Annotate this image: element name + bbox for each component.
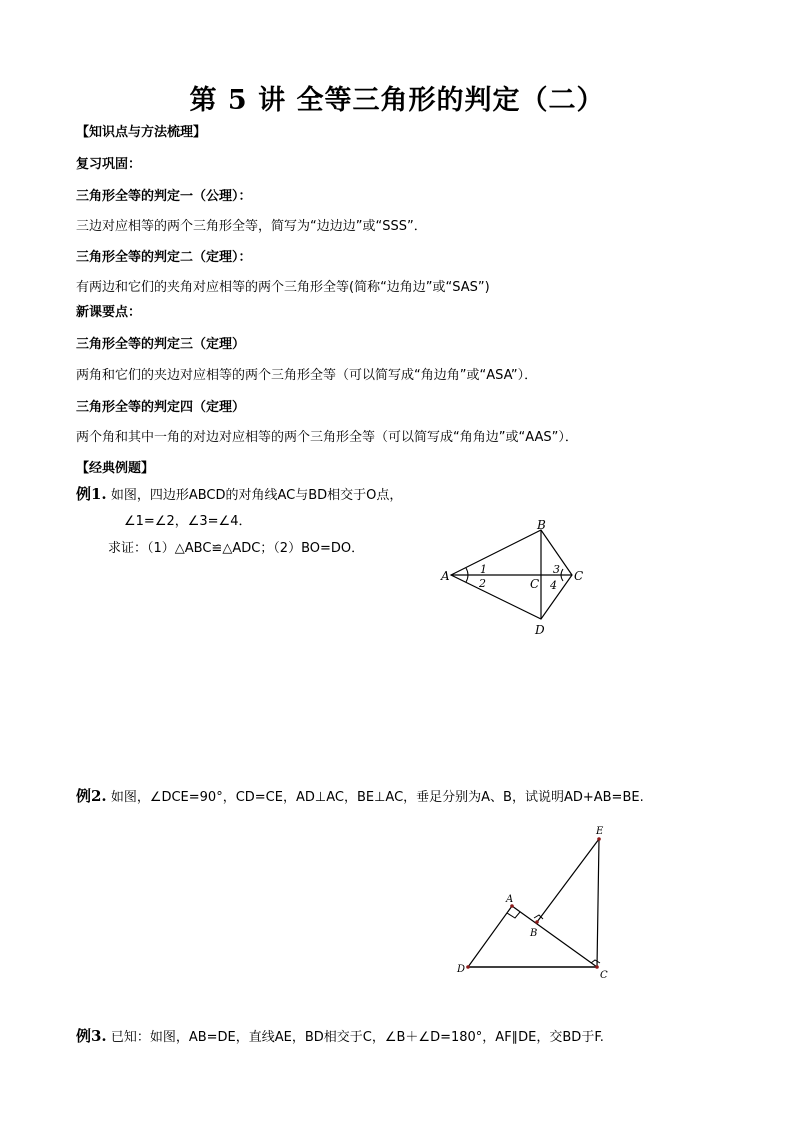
- new-header: 新课要点：: [76, 305, 142, 320]
- example1-label: 例1.: [76, 485, 107, 503]
- rule1-text: 三边对应相等的两个三角形全等，简写为“边边边”或“SSS”．: [76, 219, 427, 234]
- label-c: C: [574, 569, 584, 583]
- label-b: B: [530, 928, 538, 939]
- example1-statement: [76, 486, 402, 504]
- rule2-text: 有两边和它们的夹角对应相等的两个三角形全等(简称“边角边”或“SAS”): [76, 280, 490, 295]
- review-header: 复习巩固：: [76, 157, 142, 172]
- example1-text: 如图，四边形ABCD的对角线AC与BD相交于O点，: [110, 488, 403, 503]
- angle-label-4: 4: [550, 579, 557, 592]
- label-a: A: [506, 894, 514, 905]
- label-d: D: [457, 964, 466, 975]
- example1-condition: ∠1=∠2，∠3=∠4．: [124, 514, 252, 529]
- angle-label-1: 1: [480, 563, 487, 576]
- rule1-title: 三角形全等的判定一（公理）：: [76, 189, 252, 204]
- point-c: [595, 965, 599, 969]
- label-b: B: [537, 518, 546, 532]
- point-b: [535, 920, 539, 924]
- point-d: [466, 965, 470, 969]
- label-o: C: [530, 577, 540, 591]
- example2-statement: [76, 788, 644, 806]
- point-e: [597, 837, 601, 841]
- segment-ec: [597, 839, 599, 967]
- example1-figure: [430, 515, 600, 640]
- example3-label: 例3.: [76, 1027, 107, 1045]
- example2-figure: [450, 822, 620, 984]
- example2-text: 如图，∠DCE=90°，CD=CE，AD⊥AC，BE⊥AC，垂足分别为A、B，试说明AD+AB=BE.: [110, 790, 644, 805]
- page-title: 第 5 讲 全等三角形的判定（二）: [189, 85, 605, 116]
- angle-label-3: 3: [553, 563, 560, 576]
- angle-label-2: 2: [479, 577, 486, 590]
- rule4-text: 两个角和其中一角的对边对应相等的两个三角形全等（可以简写成“角角边”或“AAS”）．: [76, 430, 578, 445]
- segment-eb: [537, 839, 599, 922]
- label-e: E: [596, 826, 604, 837]
- example3-text: 已知：如图，AB=DE，直线AE，BD相交于C，∠B＋∠D=180°，AF∥DE，交BD于F.: [110, 1030, 604, 1045]
- example3-statement: [76, 1028, 604, 1046]
- segment-da: [468, 906, 512, 967]
- rule3-title: 三角形全等的判定三（定理）: [76, 337, 246, 352]
- right-angle-mark-c: [591, 960, 600, 963]
- rule3-text: 两角和它们的夹边对应相等的两个三角形全等（可以简写成“角边角”或“ASA”）．: [76, 368, 538, 383]
- segment-ac: [512, 906, 597, 967]
- label-c: C: [600, 970, 608, 981]
- example1-prove: 求证：（1）△ABC≌△ADC；（2）BO=DO．: [108, 541, 365, 556]
- examples-header: 【经典例题】: [76, 461, 155, 476]
- rule4-title: 三角形全等的判定四（定理）: [76, 400, 246, 415]
- label-a: A: [441, 569, 450, 583]
- example2-label: 例2.: [76, 787, 107, 805]
- right-angle-mark-a: [507, 912, 520, 918]
- rule2-title: 三角形全等的判定二（定理）：: [76, 250, 252, 265]
- label-d: D: [535, 623, 545, 637]
- knowledge-header: 【知识点与方法梳理】: [76, 125, 207, 140]
